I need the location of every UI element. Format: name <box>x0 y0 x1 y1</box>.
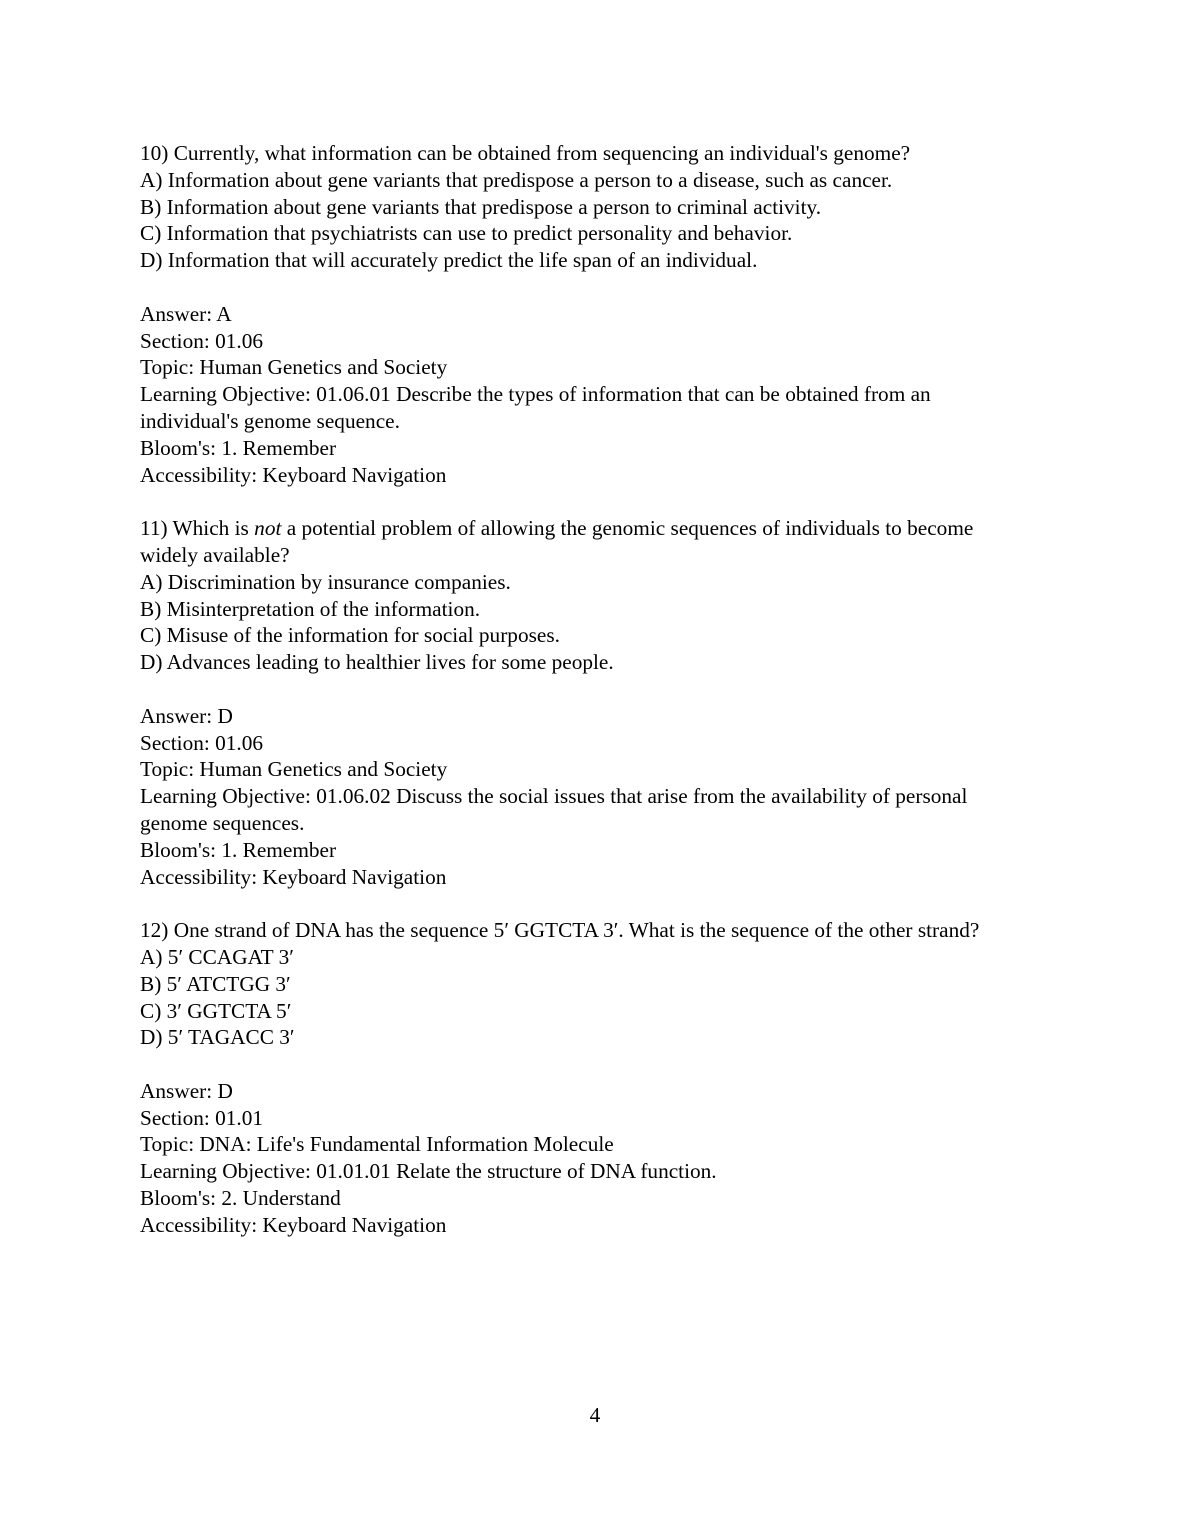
metadata-line: Learning Objective: 01.06.01 Describe the types of information that can be obtained from an individual's genome sequence. <box>140 382 931 433</box>
answer-metadata <box>140 703 1030 891</box>
question-stem <box>140 515 1030 569</box>
metadata-line: Section: 01.01 <box>140 1105 264 1130</box>
metadata-line: Accessibility: Keyboard Navigation <box>140 462 447 487</box>
answer-option: A) Discrimination by insurance companies. <box>140 569 511 594</box>
answer-option: C) 3′ GGTCTA 5′ <box>140 998 292 1023</box>
metadata-line: Answer: D <box>140 703 233 728</box>
answer-metadata <box>140 301 1030 489</box>
stem-text: a potential problem of allowing the genomic sequences of individuals to become widely available? <box>140 516 974 567</box>
metadata-line: Topic: Human Genetics and Society <box>140 355 448 380</box>
question-block <box>140 515 1030 676</box>
stem-text: 11) Which is <box>140 516 255 541</box>
metadata-line: Topic: Human Genetics and Society <box>140 757 448 782</box>
answer-option: C) Information that psychiatrists can use to predict personality and behavior. <box>140 221 793 246</box>
metadata-line: Answer: D <box>140 1078 233 1103</box>
metadata-line: Learning Objective: 01.06.02 Discuss the social issues that arise from the availability of personal genome sequences. <box>140 784 968 835</box>
metadata-line: Accessibility: Keyboard Navigation <box>140 1212 447 1237</box>
document-body <box>140 140 1030 1265</box>
question-block <box>140 140 1030 274</box>
answer-metadata <box>140 1078 1030 1239</box>
metadata-line: Answer: A <box>140 301 232 326</box>
metadata-line: Bloom's: 1. Remember <box>140 435 337 460</box>
answer-option: B) 5′ ATCTGG 3′ <box>140 971 291 996</box>
question-stem <box>140 917 1030 944</box>
emphasis-text: not <box>254 516 282 541</box>
answer-option: C) Misuse of the information for social purposes. <box>140 623 560 648</box>
answer-option: D) Information that will accurately predict the life span of an individual. <box>140 248 758 273</box>
answer-option: B) Information about gene variants that predispose a person to criminal activity. <box>140 194 822 219</box>
answer-option: A) Information about gene variants that predispose a person to a disease, such as cancer. <box>140 167 893 192</box>
answer-option: A) 5′ CCAGAT 3′ <box>140 944 294 969</box>
question-block <box>140 917 1030 1051</box>
answer-option: D) 5′ TAGACC 3′ <box>140 1025 295 1050</box>
metadata-line: Bloom's: 2. Understand <box>140 1186 341 1211</box>
metadata-line: Learning Objective: 01.01.01 Relate the structure of DNA function. <box>140 1159 717 1184</box>
question-stem <box>140 140 1030 167</box>
metadata-line: Section: 01.06 <box>140 328 264 353</box>
metadata-line: Topic: DNA: Life's Fundamental Information Molecule <box>140 1132 614 1157</box>
stem-text: 10) Currently, what information can be obtained from sequencing an individual's genome? <box>140 141 911 165</box>
metadata-line: Accessibility: Keyboard Navigation <box>140 864 447 889</box>
metadata-line: Section: 01.06 <box>140 730 264 755</box>
answer-option: B) Misinterpretation of the information. <box>140 596 481 621</box>
page-number: 4 <box>589 1403 601 1427</box>
stem-text: 12) One strand of DNA has the sequence 5′ GGTCTA 3′. What is the sequence of the other strand? <box>140 918 980 943</box>
metadata-line: Bloom's: 1. Remember <box>140 837 337 862</box>
answer-option: D) Advances leading to healthier lives for some people. <box>140 650 614 675</box>
